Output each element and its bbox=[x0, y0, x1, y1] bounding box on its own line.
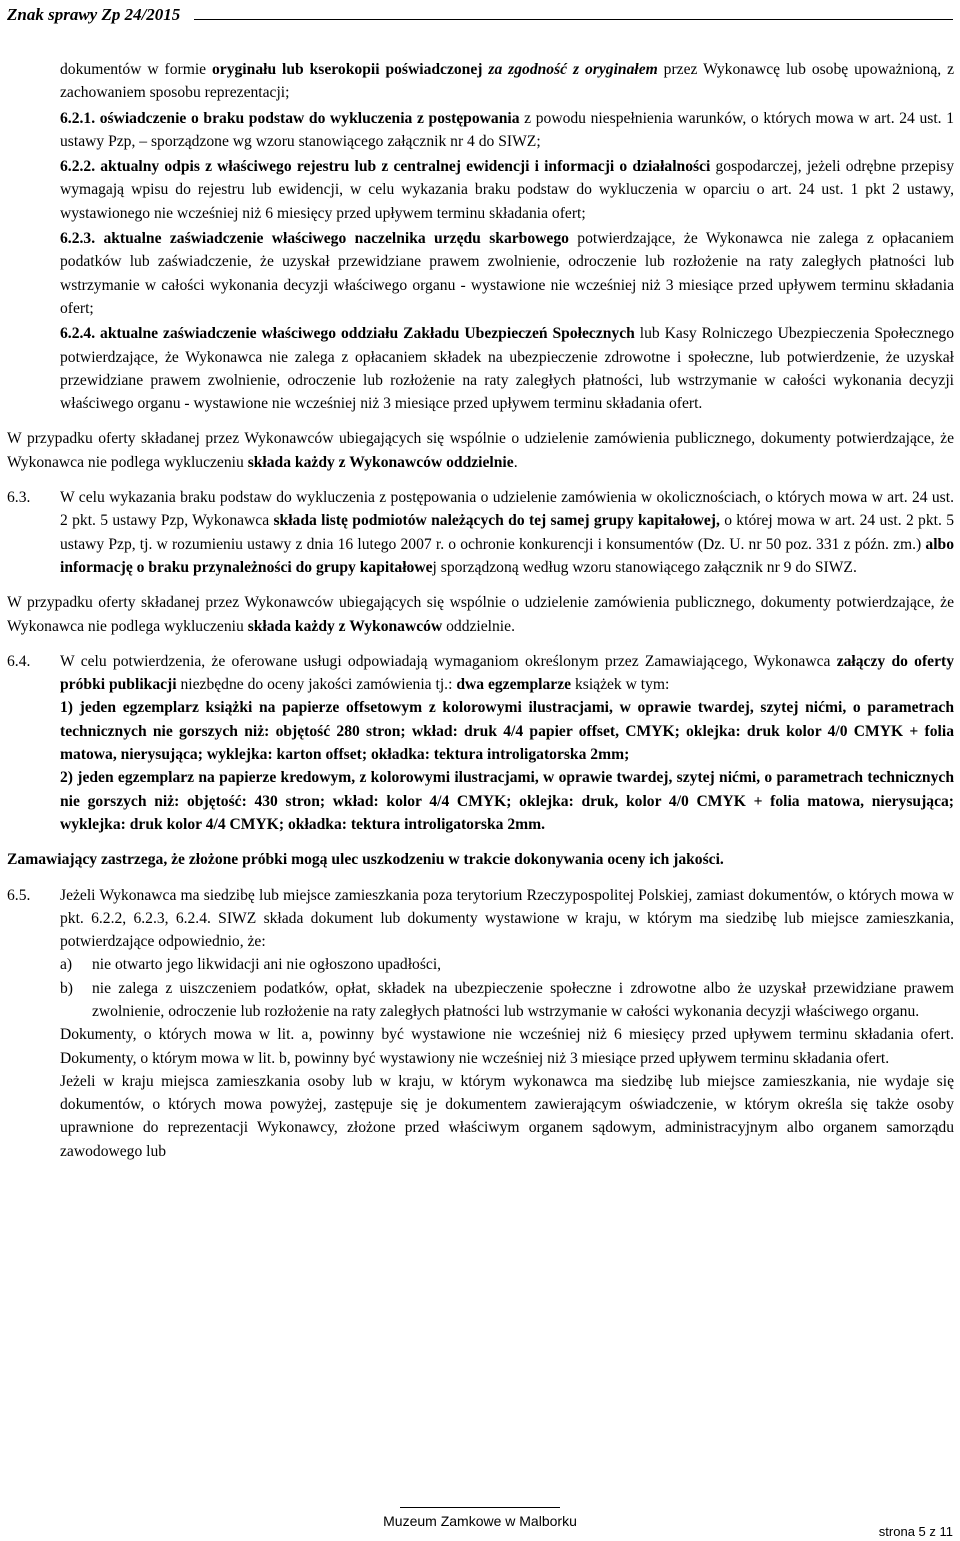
section-6-4: 6.4. W celu potwierdzenia, że oferowane usługi odpowiadają wymaganiom określonym przez Zamawiającego, Wykonawca załączy do oferty próbki publikacji niezbędne do oceny jakości zamówienia tj.: dwa egzemplarze książek w tym: bbox=[7, 650, 954, 697]
paragraph-joint-offer-2: W przypadku oferty składanej przez Wykonawców ubiegających się wspólnie o udzielenie zamówienia publicznego, dokumenty potwierdzające, że Wykonawca nie podlega wykluczeniu składa każdy z Wykonawców oddzielnie. bbox=[7, 594, 954, 635]
section-6-3: 6.3. W celu wykazania braku podstaw do wykluczenia z postępowania o udzielenie zamówienia w okolicznościach, o których mowa w art. 24 ust. 2 pkt. 5 ustawy Pzp, Wykonawca składa listę podmiotów należących do tej samej grupy kapitałowej, o której mowa w art. 24 ust. 2 pkt. 5 ustawy Pzp, tj. w rozumieniu ustawy z dnia 16 lutego 2007 r. o ochronie konkurencji i konsumentów (Dz. U. nr 50 poz. 331 z późn. zm.) albo informację o braku przynależności do grupy kapitałowej sporządzoną według wzoru stanowiącego załącznik nr 9 do SIWZ. bbox=[7, 486, 954, 579]
footer-rule bbox=[400, 1507, 560, 1508]
paragraph-6-2-1: 6.2.1. oświadczenie o braku podstaw do wykluczenia z postępowania z powodu niespełnienia warunków, o których mowa w art. 24 ust. 1 ustawy Pzp, – sporządzone wg wzoru stanowiącego załącznik nr 4 do SIWZ; bbox=[60, 109, 955, 150]
paragraph-samples-warning: Zamawiający zastrzega, że złożone próbki mogą ulec uszkodzeniu w trakcie dokonywania oceny ich jakości. bbox=[7, 851, 724, 869]
sample-item-2: 2) jeden egzemplarz na papierze kredowym, z kolorowymi ilustracjami, w oprawie twardej, szytej nićmi, o parametrach technicznych nie gorszych niż: objętość: 430 stron; wkład: kolor 4/4 CMYK; oklejka: druk, kolor 4/0 CMYK + folia matowa, nierysująca; wyklejka: druk kolor 4/4 CMYK; okładka: tektura introligatorska 2mm. bbox=[60, 769, 954, 833]
paragraph-6-2-3: 6.2.3. aktualne zaświadczenie właściwego naczelnika urzędu skarbowego potwierdzające, że Wykonawca nie zalega z opłacaniem podatków lub zaświadczenie, że uzyskał przewidziane prawem zwolnienie, odroczenie lub rozłożenie na raty zaległych płatności lub wstrzymanie w całości wykonania decyzji właściwego organu - wystawione nie wcześniej niż 3 miesiące przed upływem terminu składania ofert; bbox=[60, 230, 954, 317]
list-item-b: b) nie zalega z uiszczeniem podatków, opłat, składek na ubezpieczenie społeczne i zdrowotne albo że uzyskał przewidziane prawem zwolnienie, odroczenie lub rozłożenie na raty zaległych płatności lub wstrzymanie w całości wykonania decyzji właściwego organu. bbox=[60, 979, 954, 1020]
paragraph-6-2-2: 6.2.2. aktualny odpis z właściwego rejestru lub z centralnej ewidencji i informacji o działalności gospodarczej, jeżeli odrębne przepisy wymagają wpisu do rejestru lub ewidencji, w celu wykazania braku podstaw do wykluczenia w oparciu o art. 24 ust. 1 pkt 2 ustawy, wystawionego nie wcześniej niż 6 miesięcy przed upływem terminu składania ofert; bbox=[60, 158, 954, 222]
case-number: Znak sprawy Zp 24/2015 bbox=[7, 5, 181, 24]
page-number: strona 5 z 11 bbox=[878, 1524, 953, 1539]
sample-item-1: 1) jeden egzemplarz książki na papierze offsetowym z kolorowymi ilustracjami, w oprawie twardej, szytej nićmi, o parametrach technicznych nie gorszych niż: objętość 280 stron; wkład: druk 4/4 papier offset, CMYK; oklejka: druk kolor 4/0 CMYK + folia matowa, nierysująca; wyklejka: karton offset; okładka: tektura introligatorska 2mm; bbox=[60, 699, 954, 764]
paragraph-joint-offer-1: W przypadku oferty składanej przez Wykonawców ubiegających się wspólnie o udzielenie zamówienia publicznego, dokumenty potwierdzające, że Wykonawca nie podlega wykluczeniu składa każdy z Wykonawców oddzielnie. bbox=[7, 430, 954, 471]
paragraph-originals: dokumentów w formie oryginału lub kserokopii poświadczonej za zgodność z oryginałem przez Wykonawcę lub osobę upoważnioną, z zachowaniem sposobu reprezentacji; bbox=[60, 61, 954, 102]
section-6-5: 6.5. Jeżeli Wykonawca ma siedzibę lub miejsce zamieszkania poza terytorium Rzeczypospolitej Polskiej, zamiast dokumentów, o których mowa w pkt. 6.2.2, 6.2.3, 6.2.4. SIWZ składa dokument lub dokumenty wystawione w kraju, w którym ma siedzibę lub miejsce zamieszkania, potwierdzające odpowiednio, że: bbox=[7, 884, 954, 954]
paragraph-documents-validity: Dokumenty, o których mowa w lit. a, powinny być wystawione nie wcześniej niż 6 miesięcy przed upływem terminu składania ofert. Dokumenty, o którym mowa w lit. b, powinny być wystawiony nie wcześniej niż 3 miesiące przed upływem terminu składania ofert. bbox=[60, 1026, 954, 1067]
section-number: 6.4. bbox=[7, 652, 31, 670]
paragraph-6-2-4: 6.2.4. aktualne zaświadczenie właściwego oddziału Zakładu Ubezpieczeń Społecznych lub Kasy Rolniczego Ubezpieczenia Społecznego potwierdzające, że Wykonawca nie zalega z opłacaniem składek na ubezpieczenie zdrowotne i społeczne, lub potwierdzenie, że uzyskał przewidziane prawem zwolnienie, odroczenie lub rozłożenie na raty zaległych płatności, lub wstrzymanie w całości wykonania decyzji właściwego organu - wystawione nie wcześniej niż 3 miesiące przed upływem terminu składania ofert. bbox=[60, 325, 954, 413]
header-rule bbox=[194, 19, 953, 20]
document-body bbox=[7, 58, 954, 1163]
section-number: 6.3. bbox=[7, 489, 31, 507]
section-number: 6.5. bbox=[7, 886, 31, 904]
paragraph-replacement-statement: Jeżeli w kraju miejsca zamieszkania osoby lub w kraju, w którym wykonawca ma siedzibę lub miejsce zamieszkania, nie wydaje się dokumentów, o których mowa powyżej, zastępuje się je dokumentem zawierającym oświadczenie, w którym określa się także osoby uprawnione do reprezentacji Wykonawcy, złożone przed właściwym organem sądowym, administracyjnym albo organem samorządu zawodowego lub bbox=[60, 1072, 954, 1160]
page-header bbox=[0, 0, 960, 30]
footer-institution: Muzeum Zamkowe w Malborku bbox=[383, 1513, 577, 1529]
list-item-a: a) nie otwarto jego likwidacji ani nie ogłoszono upadłości, bbox=[60, 956, 442, 974]
